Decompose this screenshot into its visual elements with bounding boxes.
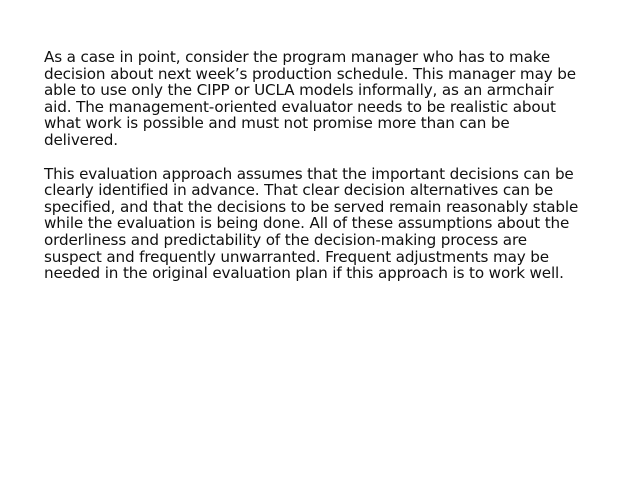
- paragraph-assumptions: [44, 166, 612, 282]
- text-line: suspect and frequently unwarranted. Frequent adjustments may be: [44, 247, 549, 266]
- text-line: orderliness and predictability of the decision-making process are: [44, 230, 527, 249]
- text-line: needed in the original evaluation plan if this approach is to work well.: [44, 264, 564, 283]
- text-line: delivered.: [44, 130, 118, 149]
- text-line: what work is possible and must not promise more than can be: [44, 114, 510, 133]
- text-line: This evaluation approach assumes that the important decisions can be: [44, 164, 574, 183]
- paragraph-case-in-point: [44, 49, 612, 149]
- slide-body-text: [44, 49, 612, 282]
- text-line: decision about next week’s production schedule. This manager may be: [44, 64, 576, 83]
- text-line: specified, and that the decisions to be served remain reasonably stable: [44, 197, 579, 216]
- text-line: while the evaluation is being done. All of these assumptions about the: [44, 214, 570, 233]
- text-line: As a case in point, consider the program manager who has to make: [44, 48, 551, 66]
- text-line: aid. The management-oriented evaluator needs to be realistic about: [44, 97, 556, 116]
- text-line: clearly identified in advance. That clear decision alternatives can be: [44, 181, 554, 200]
- text-line: able to use only the CIPP or UCLA models informally, as an armchair: [44, 81, 554, 100]
